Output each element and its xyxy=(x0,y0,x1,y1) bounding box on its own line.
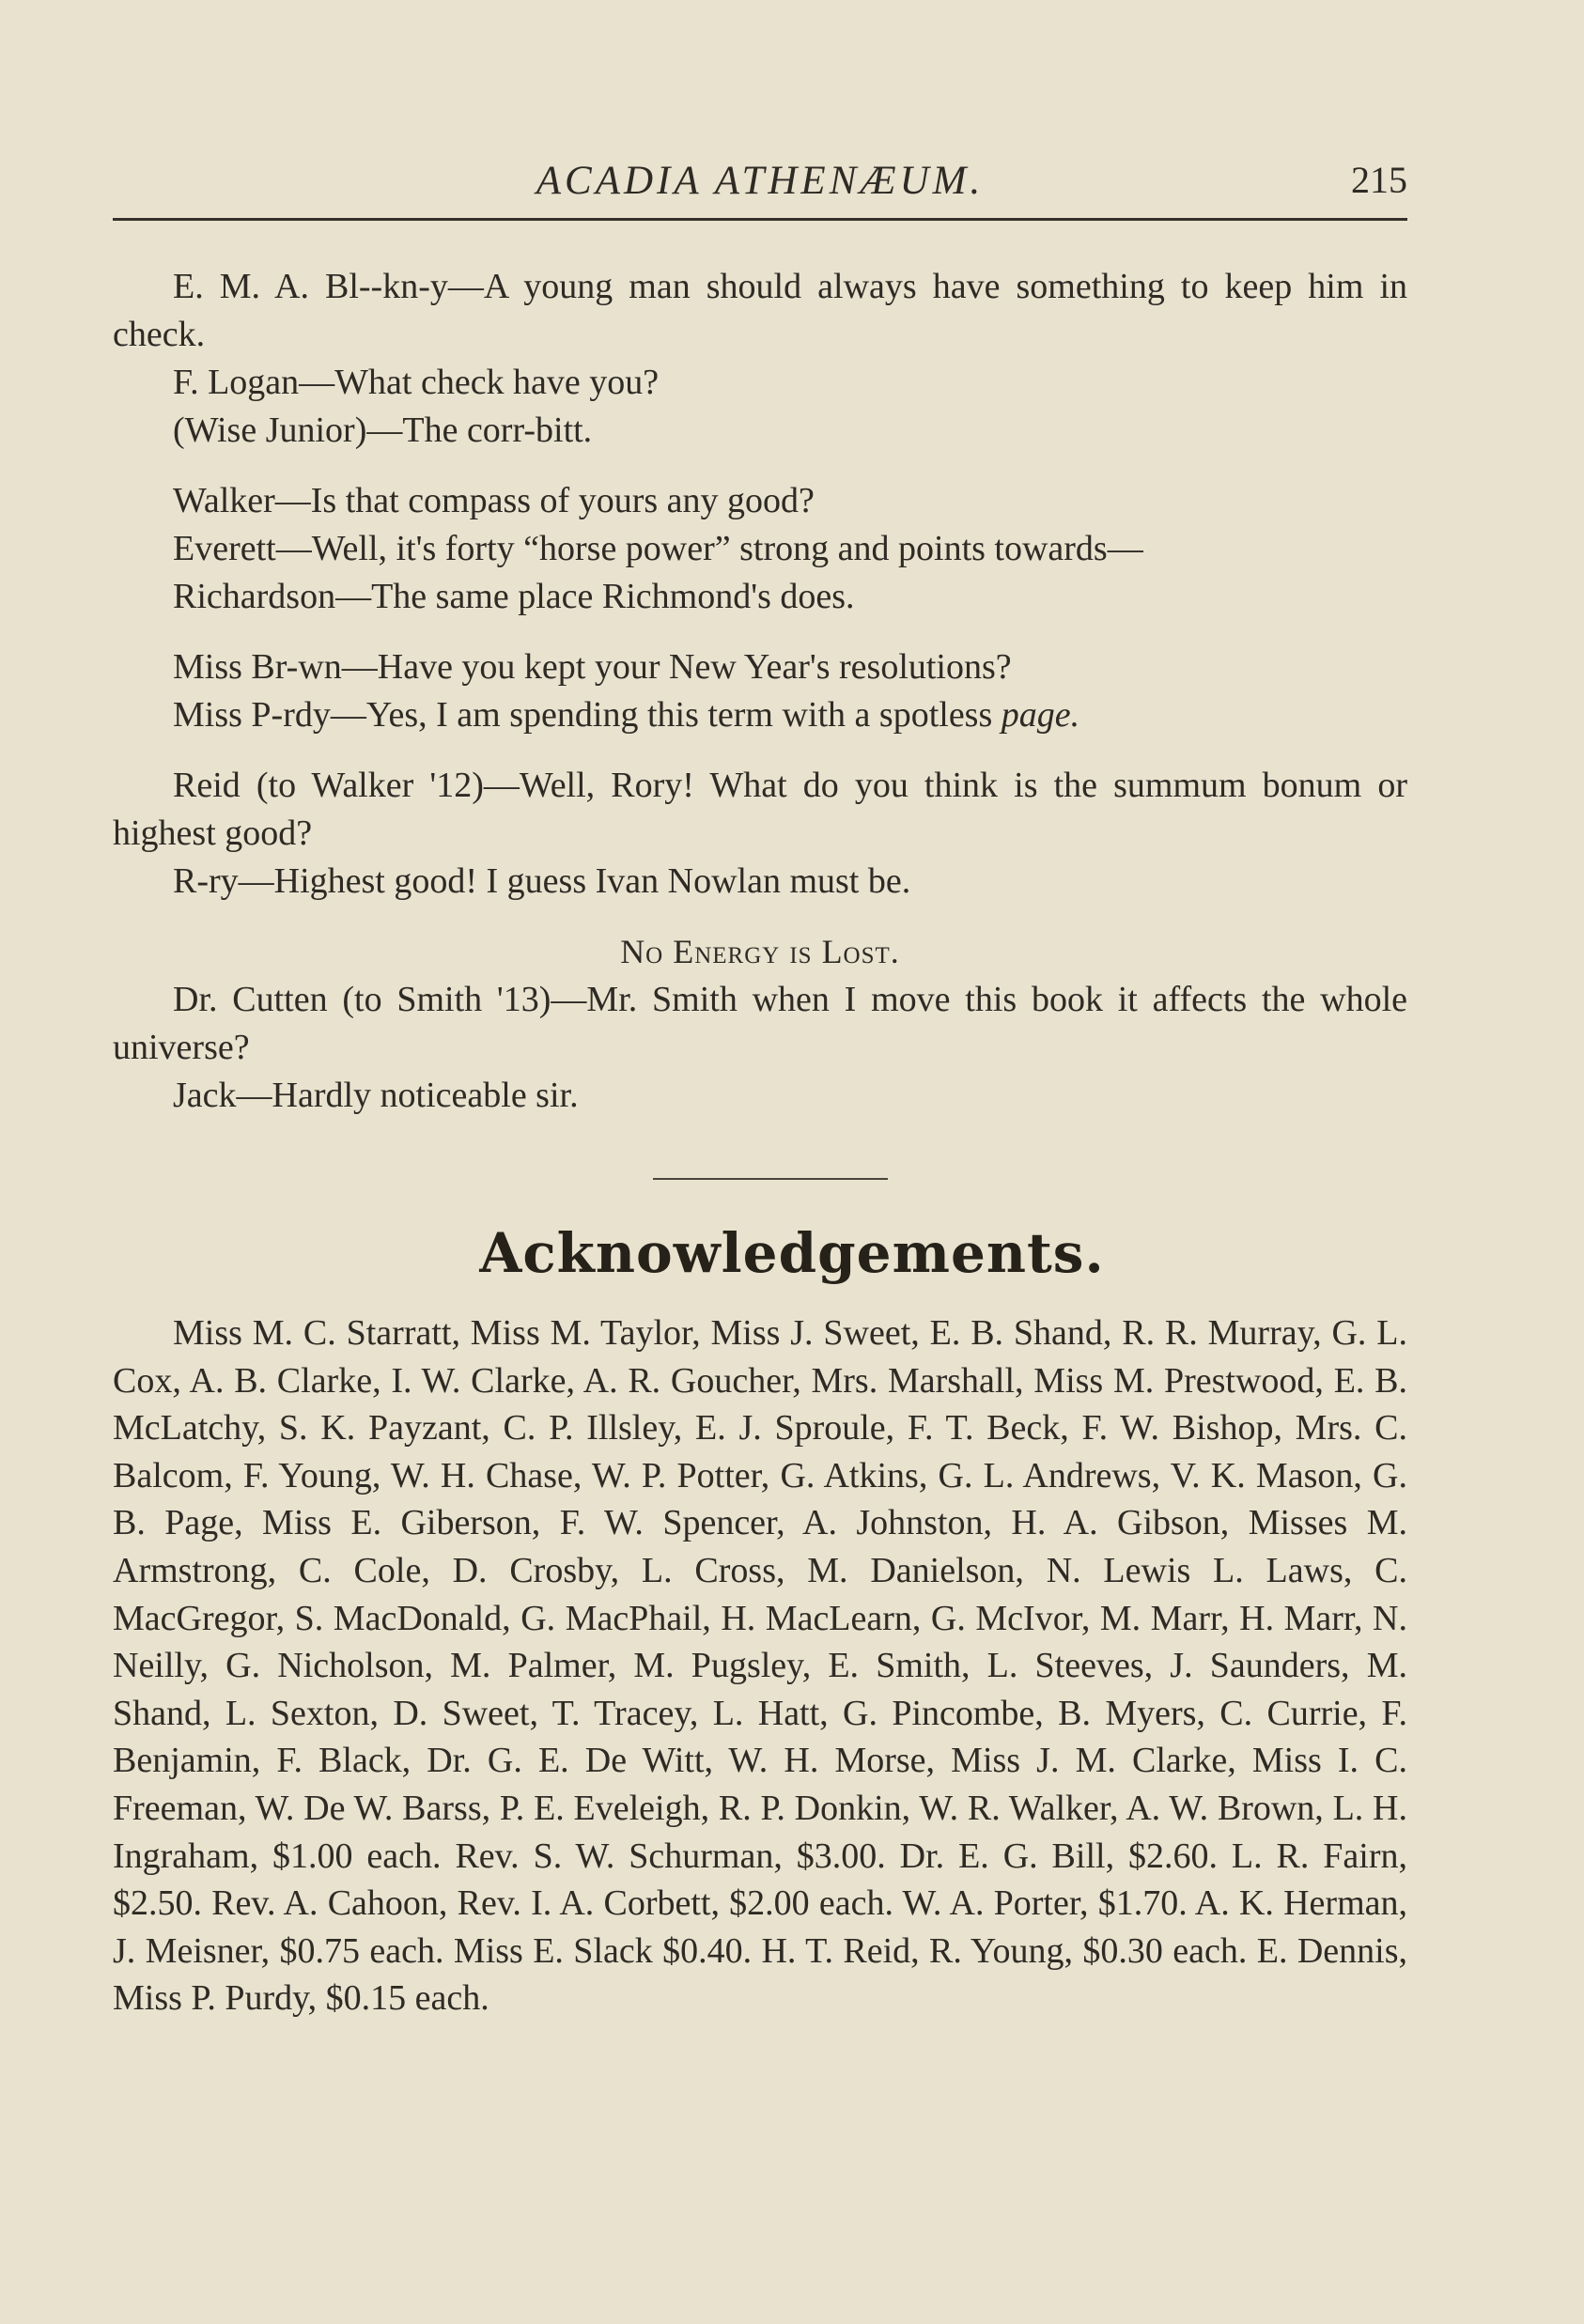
dialogue-line: Miss Br-wn—Have you kept your New Year's resolutions? xyxy=(173,647,1012,687)
dialogue-line: Richardson—The same place Richmond's does. xyxy=(173,577,855,616)
running-title: ACADIA ATHENÆUM. xyxy=(536,159,985,203)
acknowledgements-heading: Acknowledgements. xyxy=(479,1221,1105,1285)
dialogue-line xyxy=(113,691,1407,739)
dialogue-line: Jack—Hardly noticeable sir. xyxy=(173,1076,579,1115)
header-rule xyxy=(113,218,1407,221)
dialogue-line: (Wise Junior)—The corr-bitt. xyxy=(173,411,593,450)
dialogue-line: E. M. A. Bl--kn-y—A young man should always have something to keep him in check. xyxy=(113,267,1407,354)
jokes-column xyxy=(113,263,1407,1120)
section-divider xyxy=(653,1178,888,1180)
emphasized-word: page. xyxy=(1001,695,1080,735)
page-number: 215 xyxy=(1351,159,1407,201)
dialogue-line: F. Logan—What check have you? xyxy=(173,363,660,402)
page-header xyxy=(113,150,1407,216)
dialogue-line: Dr. Cutten (to Smith '13)—Mr. Smith when I move this book it affects the whole universe? xyxy=(113,980,1407,1067)
acknowledgements-text: Miss M. C. Starratt, Miss M. Taylor, Miss J. Sweet, E. B. Shand, R. R. Murray, G. L. Cox, A. B. Clarke, I. W. Clarke, A. R. Goucher, Mrs. Marshall, Miss M. Prestwood, E. B. McLatchy, S. K. Payzant, C. P. Illsley, E. J. Sproule, F. T. Beck, F. W. Bishop, Mrs. C. Balcom, F. Young, W. H. Chase, W. P. Potter, G. Atkins, G. L. Andrews, V. K. Mason, G. B. Page, Miss E. Giberson, F. W. Spencer, A. Johnston, H. A. Gibson, Misses M. Armstrong, C. Cole, D. Crosby, L. Cross, M. Danielson, N. Lewis L. Laws, C. MacGregor, S. MacDonald, G. MacPhail, H. MacLearn, G. McIvor, M. Marr, H. Marr, N. Neilly, G. Nicholson, M. Palmer, M. Pugsley, E. Smith, L. Steeves, J. Saunders, M. Shand, L. Sexton, D. Sweet, T. Tracey, L. Hatt, G. Pincombe, B. Myers, C. Currie, F. Benjamin, F. Black, Dr. G. E. De Witt, W. H. Morse, Miss J. M. Clarke, Miss I. C. Freeman, W. De W. Barss, P. E. Eveleigh, R. P. Donkin, W. R. Walker, A. W. Brown, L. H. Ingraham, $1.00 each. Rev. S. W. Schurman, $3.00. Dr. E. G. Bill, $2.60. L. R. Fairn, $2.50. Rev. A. Cahoon, Rev. I. A. Corbett, $2.00 each. W. A. Porter, $1.70. A. K. Herman, J. Meisner, $0.75 each. Miss E. Slack $0.40. H. T. Reid, R. Young, $0.30 each. E. Dennis, Miss P. Purdy, $0.15 each. xyxy=(113,1313,1407,2019)
dialogue-text: Miss P-rdy—Yes, I am spending this term with a spotless xyxy=(173,695,1002,735)
dialogue-line: Reid (to Walker '12)—Well, Rory! What do you think is the summum bonum or highest good? xyxy=(113,766,1407,853)
dialogue-line: Walker—Is that compass of yours any good? xyxy=(173,481,815,520)
dialogue-line: R-ry—Highest good! I guess Ivan Nowlan must be. xyxy=(173,861,911,901)
joke-subheading: No Energy is Lost. xyxy=(620,933,900,970)
dialogue-line: Everett—Well, it's forty “horse power” strong and points towards— xyxy=(173,529,1143,568)
